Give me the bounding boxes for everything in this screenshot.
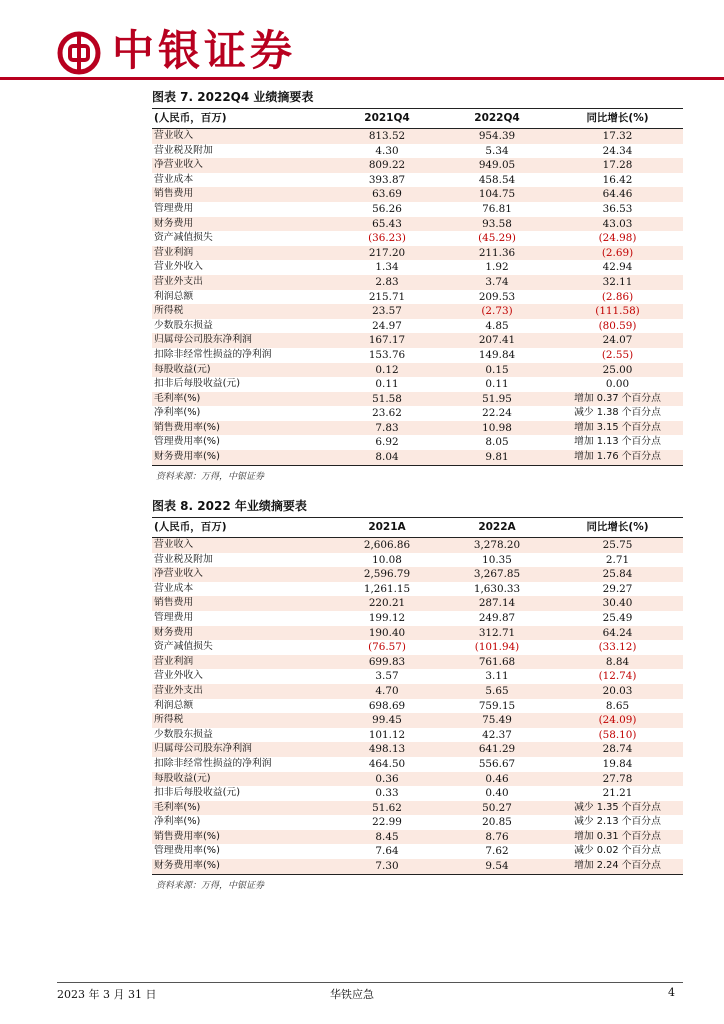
table-cell: (80.59) <box>598 319 637 332</box>
table-cell: (101.94) <box>474 641 520 654</box>
table-row <box>152 567 683 582</box>
row-label: 营业成本 <box>154 173 194 185</box>
row-label: 每股收益(元) <box>152 772 332 787</box>
table-cell: 464.50 <box>368 757 406 770</box>
table-cell: 减少 2.13 个百分点 <box>574 816 661 828</box>
table-cell: 698.69 <box>368 699 406 712</box>
row-label: 扣除非经常性损益的净利润 <box>154 757 272 769</box>
row-label: 少数股东损益 <box>154 319 213 331</box>
table-cell: 42.37 <box>482 728 512 741</box>
table-cell: 99.45 <box>332 713 442 728</box>
table-cell: 0.12 <box>332 363 442 378</box>
table-row <box>152 435 683 450</box>
row-label: 营业外收入 <box>154 670 203 682</box>
table-cell: 761.68 <box>442 655 552 670</box>
table-cell: 8.05 <box>485 436 509 449</box>
table-cell: 21.21 <box>602 787 633 800</box>
table-cell: 减少 1.35 个百分点 <box>552 801 683 816</box>
row-label: 管理费用 <box>154 202 194 214</box>
table-row <box>152 158 683 173</box>
table-cell: 8.84 <box>552 655 683 670</box>
table-cell: (2.86) <box>601 290 634 303</box>
table-cell: 149.84 <box>478 348 516 361</box>
table-row <box>152 217 683 232</box>
table-cell: 153.76 <box>368 348 406 361</box>
row-label: 销售费用 <box>152 596 332 611</box>
table-row <box>152 202 683 217</box>
table-cell: 22.24 <box>482 407 512 420</box>
row-label: 营业外收入 <box>154 261 203 273</box>
table-row <box>152 596 683 611</box>
table-row <box>152 728 683 743</box>
table-cell: 9.81 <box>442 450 552 465</box>
table-row <box>152 304 683 319</box>
column-header: 同比增长(%) <box>552 109 683 129</box>
table-title: 图表 8. 2022 年业绩摘要表 <box>152 497 683 518</box>
table-cell: (58.10) <box>598 728 637 741</box>
table-cell: 949.05 <box>442 158 552 173</box>
table-cell: 6.92 <box>375 436 399 449</box>
table-cell: (24.98) <box>598 232 637 245</box>
table-cell: 64.24 <box>552 626 683 641</box>
table-row <box>152 290 683 305</box>
table-cell: 24.97 <box>372 319 402 332</box>
table-cell: (2.69) <box>552 246 683 261</box>
table-cell: 22.99 <box>372 816 402 829</box>
table-row <box>152 231 683 246</box>
table-row <box>152 757 683 772</box>
table-cell: 0.11 <box>485 378 509 391</box>
table-row <box>152 450 683 465</box>
row-label: 每股收益(元) <box>152 363 332 378</box>
row-label: 归属母公司股东净利润 <box>152 742 332 757</box>
table-row <box>152 406 683 421</box>
table-cell: 10.08 <box>372 553 402 566</box>
table-cell: 813.52 <box>332 129 442 144</box>
data-table <box>152 109 683 466</box>
table-cell: 1,630.33 <box>473 582 521 595</box>
table-cell: 25.84 <box>552 567 683 582</box>
row-label: 营业收入 <box>152 129 332 144</box>
table-cell: 23.57 <box>332 304 442 319</box>
row-label: 净营业收入 <box>152 158 332 173</box>
table-row <box>152 260 683 275</box>
row-label: 利润总额 <box>154 290 194 302</box>
table-row <box>152 363 683 378</box>
table-cell: 7.62 <box>485 845 509 858</box>
table-cell: (2.55) <box>601 348 634 361</box>
table-cell: 209.53 <box>478 290 516 303</box>
table-row <box>152 640 683 655</box>
row-label: 营业收入 <box>152 538 332 553</box>
table-cell: 减少 0.02 个百分点 <box>574 845 661 857</box>
table-row <box>152 187 683 202</box>
table-cell: 215.71 <box>368 290 406 303</box>
table-row <box>152 129 683 144</box>
table-cell: 458.54 <box>478 173 516 186</box>
table-cell: 增加 1.13 个百分点 <box>574 436 661 448</box>
table-cell: 64.46 <box>552 187 683 202</box>
row-label: 销售费用率(%) <box>152 830 332 845</box>
table-cell: 0.00 <box>605 378 630 391</box>
summary-table-annual <box>152 497 683 891</box>
table-cell: 17.28 <box>552 158 683 173</box>
table-cell: 75.49 <box>442 713 552 728</box>
table-cell: 2.71 <box>605 553 630 566</box>
table-cell: 20.85 <box>482 816 512 829</box>
table-cell: 36.53 <box>602 202 633 215</box>
table-row <box>152 844 683 859</box>
table-cell: 10.35 <box>482 553 512 566</box>
row-label: 净营业收入 <box>152 567 332 582</box>
row-label: 扣非后每股收益(元) <box>154 787 241 799</box>
table-cell: 199.12 <box>368 611 406 624</box>
table-cell: 增加 1.76 个百分点 <box>552 450 683 465</box>
table-cell: 25.49 <box>602 611 633 624</box>
table-cell: (45.29) <box>478 232 516 245</box>
row-label: 营业税及附加 <box>154 553 213 565</box>
table-cell: 8.45 <box>332 830 442 845</box>
table-row <box>152 772 683 787</box>
row-label: 营业外支出 <box>152 275 332 290</box>
table-cell: 3,267.85 <box>442 567 552 582</box>
table-cell: 287.14 <box>442 596 552 611</box>
column-header: 同比增长(%) <box>552 518 683 538</box>
table-row <box>152 421 683 436</box>
table-cell: 增加 0.37 个百分点 <box>552 392 683 407</box>
column-header: (人民币，百万) <box>152 109 332 129</box>
table-cell: 20.03 <box>552 684 683 699</box>
table-cell: 25.75 <box>552 538 683 553</box>
row-label: 管理费用率(%) <box>154 436 220 448</box>
table-cell: 217.20 <box>332 246 442 261</box>
table-cell: 24.34 <box>602 144 633 157</box>
table-title: 图表 7. 2022Q4 业绩摘要表 <box>152 88 683 109</box>
row-label: 财务费用率(%) <box>152 450 332 465</box>
column-header: 2022Q4 <box>442 109 552 129</box>
table-row <box>152 377 683 392</box>
table-cell: 51.58 <box>332 392 442 407</box>
table-cell: 24.07 <box>552 333 683 348</box>
row-label: 管理费用率(%) <box>154 845 220 857</box>
table-row <box>152 582 683 597</box>
column-header: 2021A <box>332 518 442 538</box>
table-row <box>152 830 683 845</box>
table-cell: 699.83 <box>332 655 442 670</box>
row-label: 扣除非经常性损益的净利润 <box>154 348 272 360</box>
table-row <box>152 392 683 407</box>
table-cell: (33.12) <box>598 641 637 654</box>
row-label: 营业成本 <box>154 582 194 594</box>
column-header: (人民币，百万) <box>152 518 332 538</box>
column-header: 2021Q4 <box>332 109 442 129</box>
table-cell: 249.87 <box>478 611 516 624</box>
table-cell: 17.32 <box>552 129 683 144</box>
row-label: 资产减值损失 <box>154 232 213 244</box>
table-cell: 1,261.15 <box>363 582 411 595</box>
table-cell: 50.27 <box>442 801 552 816</box>
table-cell: 8.65 <box>605 699 630 712</box>
row-label: 毛利率(%) <box>152 801 332 816</box>
row-label: 营业利润 <box>152 655 332 670</box>
table-cell: 56.26 <box>372 202 402 215</box>
summary-table-q4 <box>152 88 683 482</box>
table-row <box>152 611 683 626</box>
table-cell: 7.64 <box>375 845 399 858</box>
table-cell: 5.65 <box>442 684 552 699</box>
table-cell: 5.34 <box>485 144 509 157</box>
table-cell: 29.27 <box>602 582 633 595</box>
row-label: 归属母公司股东净利润 <box>152 333 332 348</box>
table-row <box>152 348 683 363</box>
table-cell: 25.00 <box>552 363 683 378</box>
table-cell: 2,596.79 <box>332 567 442 582</box>
row-label: 资产减值损失 <box>154 641 213 653</box>
row-label: 所得税 <box>152 304 332 319</box>
table-cell: 3,278.20 <box>442 538 552 553</box>
source-note: 资料来源：万得，中银证券 <box>156 471 265 482</box>
table-cell: 7.30 <box>332 859 442 874</box>
row-label: 销售费用率(%) <box>152 421 332 436</box>
row-label: 所得税 <box>152 713 332 728</box>
table-cell: 76.81 <box>482 202 512 215</box>
table-cell: 7.83 <box>332 421 442 436</box>
table-cell: 16.42 <box>602 173 633 186</box>
table-row <box>152 786 683 801</box>
table-cell: 4.30 <box>375 144 399 157</box>
table-row <box>152 275 683 290</box>
table-row <box>152 144 683 159</box>
table-cell: (12.74) <box>598 670 637 683</box>
table-cell: 0.15 <box>442 363 552 378</box>
table-cell: 3.11 <box>485 670 509 683</box>
row-label: 扣非后每股收益(元) <box>154 378 241 390</box>
column-header: 2022A <box>442 518 552 538</box>
table-cell: 759.15 <box>478 699 516 712</box>
row-label: 财务费用 <box>152 217 332 232</box>
table-cell: 增加 0.31 个百分点 <box>552 830 683 845</box>
table-cell: 28.74 <box>552 742 683 757</box>
brand-name: 中银证券 <box>112 26 297 75</box>
table-cell: 104.75 <box>442 187 552 202</box>
row-label: 净利率(%) <box>154 407 201 419</box>
table-cell: (2.73) <box>442 304 552 319</box>
table-row <box>152 815 683 830</box>
table-cell: 211.36 <box>442 246 552 261</box>
row-label: 营业利润 <box>152 246 332 261</box>
table-cell: 3.57 <box>375 670 399 683</box>
table-cell: (76.57) <box>368 641 406 654</box>
row-label: 财务费用率(%) <box>152 859 332 874</box>
table-cell: 4.85 <box>485 319 509 332</box>
page-number: 4 <box>668 986 675 999</box>
table-row <box>152 173 683 188</box>
table-cell: 8.04 <box>332 450 442 465</box>
table-cell: 0.46 <box>442 772 552 787</box>
row-label: 销售费用 <box>152 187 332 202</box>
table-cell: 220.21 <box>332 596 442 611</box>
table-row <box>152 319 683 334</box>
table-cell: 954.39 <box>442 129 552 144</box>
table-cell: (36.23) <box>368 232 406 245</box>
table-cell: 0.36 <box>332 772 442 787</box>
table-row <box>152 246 683 261</box>
table-row <box>152 655 683 670</box>
table-cell: (24.09) <box>552 713 683 728</box>
table-cell: 190.40 <box>332 626 442 641</box>
table-cell: 3.74 <box>442 275 552 290</box>
row-label: 营业外支出 <box>152 684 332 699</box>
table-cell: 641.29 <box>442 742 552 757</box>
table-cell: 93.58 <box>442 217 552 232</box>
table-cell: 10.98 <box>442 421 552 436</box>
row-label: 利润总额 <box>154 699 194 711</box>
source-note: 资料来源：万得，中银证券 <box>156 880 265 891</box>
table-cell: 30.40 <box>552 596 683 611</box>
row-label: 少数股东损益 <box>154 728 213 740</box>
data-table <box>152 518 683 875</box>
footer-divider <box>57 982 683 983</box>
footer-date: 2023 年 3 月 31 日 <box>57 988 157 1001</box>
table-cell: 0.40 <box>485 787 509 800</box>
table-cell: 8.76 <box>442 830 552 845</box>
table-cell: 65.43 <box>332 217 442 232</box>
table-row <box>152 333 683 348</box>
table-row <box>152 684 683 699</box>
table-cell: 27.78 <box>552 772 683 787</box>
row-label: 管理费用 <box>154 611 194 623</box>
table-cell: 4.70 <box>332 684 442 699</box>
table-cell: 167.17 <box>332 333 442 348</box>
page-header <box>0 0 724 84</box>
table-row <box>152 859 683 874</box>
table-cell: 51.95 <box>442 392 552 407</box>
table-cell: 32.11 <box>552 275 683 290</box>
table-row <box>152 713 683 728</box>
table-cell: 增加 3.15 个百分点 <box>552 421 683 436</box>
table-cell: 312.71 <box>442 626 552 641</box>
row-label: 财务费用 <box>152 626 332 641</box>
table-cell: 51.62 <box>332 801 442 816</box>
table-cell: 101.12 <box>368 728 406 741</box>
table-cell: 43.03 <box>552 217 683 232</box>
table-cell: 809.22 <box>332 158 442 173</box>
table-row <box>152 626 683 641</box>
table-cell: 减少 1.38 个百分点 <box>574 407 661 419</box>
header-divider <box>0 77 724 80</box>
table-cell: 207.41 <box>442 333 552 348</box>
table-cell: 9.54 <box>442 859 552 874</box>
table-cell: 0.33 <box>375 787 399 800</box>
row-label: 净利率(%) <box>154 816 201 828</box>
table-cell: 0.11 <box>375 378 399 391</box>
table-cell: 19.84 <box>602 757 633 770</box>
bank-of-china-logo-icon <box>57 31 101 75</box>
table-cell: 498.13 <box>332 742 442 757</box>
footer-company: 华铁应急 <box>330 988 374 1001</box>
table-header-row <box>152 518 683 538</box>
row-label: 营业税及附加 <box>154 144 213 156</box>
table-row <box>152 669 683 684</box>
row-label: 毛利率(%) <box>152 392 332 407</box>
table-row <box>152 538 683 553</box>
table-header-row <box>152 109 683 129</box>
table-cell: 63.69 <box>332 187 442 202</box>
table-cell: 增加 2.24 个百分点 <box>552 859 683 874</box>
table-row <box>152 801 683 816</box>
table-cell: 393.87 <box>368 173 406 186</box>
table-cell: (111.58) <box>552 304 683 319</box>
table-cell: 42.94 <box>602 261 633 274</box>
table-cell: 556.67 <box>478 757 516 770</box>
table-cell: 1.92 <box>485 261 509 274</box>
table-row <box>152 742 683 757</box>
table-cell: 23.62 <box>372 407 402 420</box>
table-cell: 1.34 <box>375 261 399 274</box>
table-row <box>152 553 683 568</box>
table-cell: 2,606.86 <box>332 538 442 553</box>
table-cell: 2.83 <box>332 275 442 290</box>
table-row <box>152 699 683 714</box>
